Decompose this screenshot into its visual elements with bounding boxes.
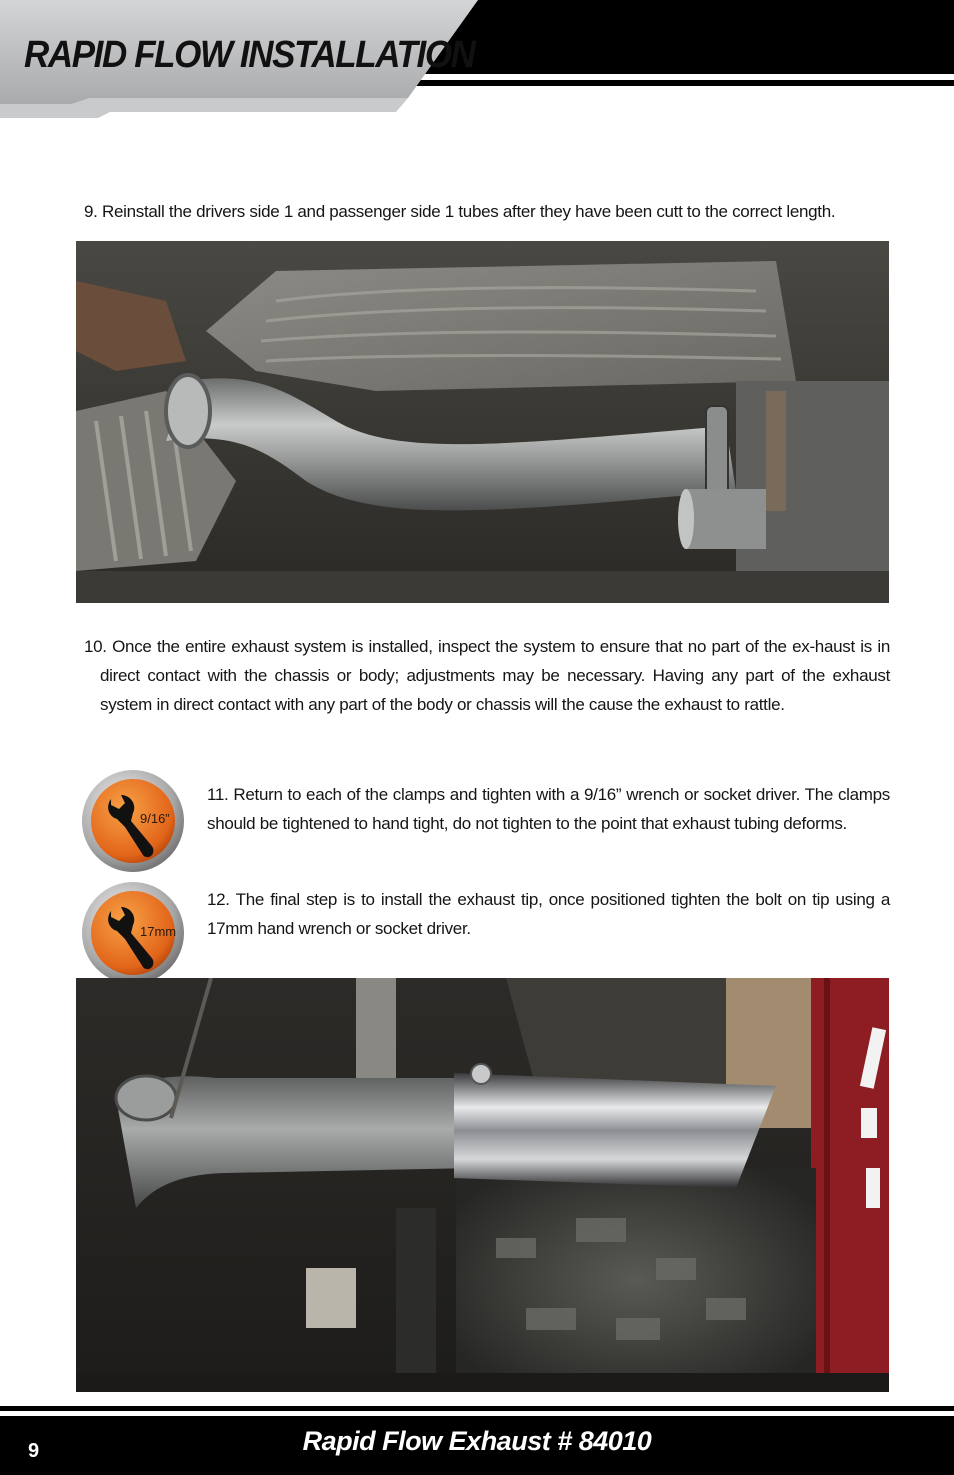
tool-badge-17mm [81, 881, 185, 985]
footer-product-title: Rapid Flow Exhaust # 84010 [302, 1426, 652, 1456]
badge-size-label: 9/16” [140, 811, 170, 826]
page-footer [0, 1416, 954, 1475]
page-title: RAPID FLOW INSTALLATION [24, 34, 475, 76]
step-10-text: 10. Once the entire exhaust system is installed, inspect the system to ensure that no part of the ex-haust is in direct contact with the chassis or body; adjustments may be necessary. Having any part of the exhaust system in direct contact with any part of the body or chassis will the cause the exhaust to rattle. [84, 637, 890, 714]
page-header [0, 0, 954, 125]
step-11-text: 11. Return to each of the clamps and tighten with a 9/16” wrench or socket driver. The clamps should be tightened to hand tight, do not tighten to the point that exhaust tubing deforms. [207, 785, 890, 833]
tool-badge-9-16 [81, 769, 185, 873]
page-number: 9 [28, 1440, 40, 1462]
photo-exhaust-tubes-installed [76, 241, 889, 603]
footer-divider [0, 1406, 954, 1411]
step-9-text: 9. Reinstall the drivers side 1 and passenger side 1 tubes after they have been cutt to the correct length. [84, 202, 836, 221]
badge-size-label: 17mm [140, 924, 177, 939]
step-12-text: 12. The final step is to install the exhaust tip, once positioned tighten the bolt on tip using a 17mm hand wrench or socket driver. [207, 890, 890, 938]
photo-exhaust-tip-installed [76, 978, 889, 1392]
